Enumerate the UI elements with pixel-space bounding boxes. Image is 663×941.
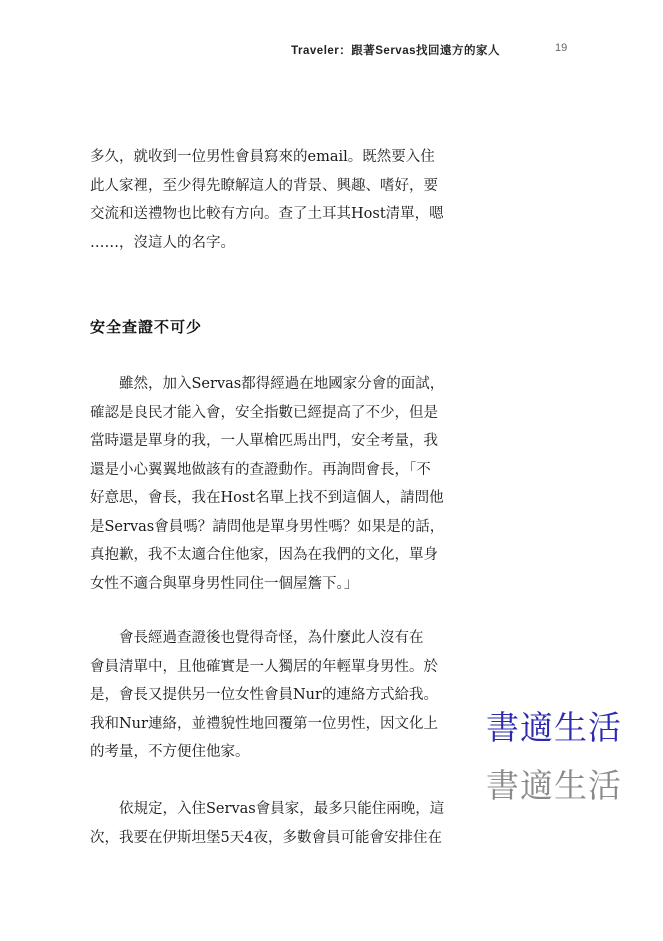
section-heading: 安全查證不可少 xyxy=(90,318,203,336)
text-line: 女性不適合與單身男性同住一個屋簷下。」 xyxy=(90,575,359,592)
paragraph-1 xyxy=(90,143,495,257)
text-line: 確認是良民才能入會，安全指數已經提高了不少，但是 xyxy=(90,404,438,421)
paragraph-4 xyxy=(90,795,495,852)
text-line: 多久，就收到一位男性會員寫來的email。既然要入住 xyxy=(90,149,435,165)
watermark-secondary: 書適生活 xyxy=(486,766,622,805)
paragraph-2 xyxy=(90,370,495,598)
text-line: 還是小心翼翼地做該有的查證動作。再詢問會長，「不 xyxy=(90,461,431,478)
text-line: 是Servas會員嗎？請問他是單身男性嗎？如果是的話， xyxy=(90,518,445,535)
text-line: 次，我要在伊斯坦堡5天4夜，多數會員可能會安排住在 xyxy=(90,829,442,846)
text-line: 的考量，不方便住他家。 xyxy=(90,744,250,760)
text-line: 會長經過查證後也覺得奇怪，為什麼此人沒有在 xyxy=(90,630,424,646)
text-line: 依規定，入住Servas會員家，最多只能住兩晚，這 xyxy=(90,801,445,817)
text-line: 是，會長又提供另一位女性會員Nur的連絡方式給我。 xyxy=(90,687,438,703)
text-line: 真抱歉，我不太適合住他家，因為在我們的文化，單身 xyxy=(90,547,438,563)
watermark-primary: 書適生活 xyxy=(486,708,622,747)
text-line: ……，沒這人的名字。 xyxy=(90,234,235,251)
text-line: 會員清單中，且他確實是一人獨居的年輕單身男性。於 xyxy=(90,658,438,675)
page-number: 19 xyxy=(555,42,568,54)
paragraph-3 xyxy=(90,624,495,767)
text-line: 當時還是單身的我，一人單槍匹馬出門，安全考量，我 xyxy=(90,433,438,449)
text-line: 好意思，會長，我在Host名單上找不到這個人，請問他 xyxy=(90,490,444,506)
text-line: 我和Nur連絡，並禮貌性地回覆第一位男性，因文化上 xyxy=(90,715,438,732)
text-line: 此人家裡，至少得先瞭解這人的背景、興趣、嗜好，要 xyxy=(90,177,438,194)
running-header: Traveler：跟著Servas找回遠方的家人 xyxy=(291,45,500,57)
text-line: 交流和送禮物也比較有方向。查了土耳其Host清單，嗯 xyxy=(90,206,444,222)
text-line: 雖然，加入Servas都得經過在地國家分會的面試， xyxy=(90,376,445,392)
